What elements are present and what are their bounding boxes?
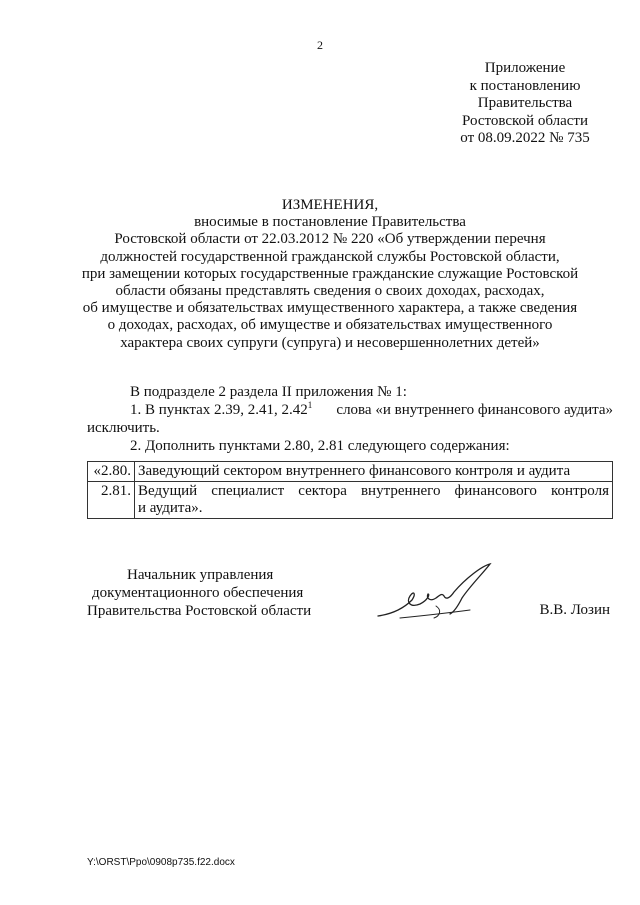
appendix-line: Ростовской области [462,112,588,129]
appendix-line: от 08.09.2022 № 735 [460,130,590,146]
title-line: области обязаны представлять сведения о своих доходах, расходах, [115,283,545,300]
title-heading: ИЗМЕНЕНИЯ, [281,197,379,213]
item-1-rest: слова «и внутреннего финансового аудита» [336,402,613,418]
row-text [135,482,613,519]
appendix-line: Приложение [484,60,566,76]
title-line: характера своих супруги (супруга) и несовершеннолетних детей» [120,334,540,351]
item-1 [87,401,613,419]
word: специалист [211,483,285,499]
item-2: 2. Дополнить пунктами 2.80, 2.81 следующего содержания: [130,438,510,454]
document-title [40,197,620,352]
changes-table [87,461,613,519]
title-line: должностей государственной гражданской службы Ростовской области, [100,248,560,265]
item-1-continuation: исключить. [87,420,160,436]
appendix-line: к постановлению [469,77,581,94]
handwritten-signature [370,560,510,630]
signature-position [87,566,311,620]
item-1-start: 1. В пунктах 2.39, 2.41, 2.42$^1$ [130,400,313,418]
intro-paragraph: В подразделе 2 раздела II приложения № 1: [130,384,407,400]
word: внутреннего [360,483,441,499]
position-line: документационного обеспечения [92,585,304,601]
position-line: Начальник управления [127,567,274,583]
body-text [87,383,613,455]
word: сектора [298,483,347,499]
table-row [88,482,613,519]
appendix-line: Правительства [477,95,573,111]
row-number: «2.80. [88,462,135,482]
row-text-line [138,483,609,500]
position-line: Правительства Ростовской области [87,603,312,619]
signer-name: В.В. Лозин [539,602,610,618]
title-line: Ростовской области от 22.03.2012 № 220 «Об утверждении перечня [114,231,546,248]
title-line: вносимые в постановление Правительства [194,214,466,231]
row-text-line: и аудита». [138,500,203,516]
title-line: о доходах, расходах, об имуществе и обязательствах имущественного [107,317,553,334]
page-number: 2 [317,38,323,52]
title-line: об имуществе и обязательствах имущественного характера, а также сведения [82,300,578,317]
title-line: при замещении которых государственные гражданские служащие Ростовской [81,265,579,282]
appendix-header [420,60,630,148]
row-text-line: Заведующий сектором внутреннего финансового контроля и аудита [138,463,571,479]
file-path-footer: Y:\ORST\Ppo\0908p735.f22.docx [87,857,235,868]
row-text [135,462,613,482]
footnote-superscript: 1 [307,400,313,410]
table-row [88,462,613,482]
word: контроля [551,483,609,499]
word: финансового [454,483,537,499]
word: Ведущий [138,483,198,499]
row-number: 2.81. [88,482,135,519]
